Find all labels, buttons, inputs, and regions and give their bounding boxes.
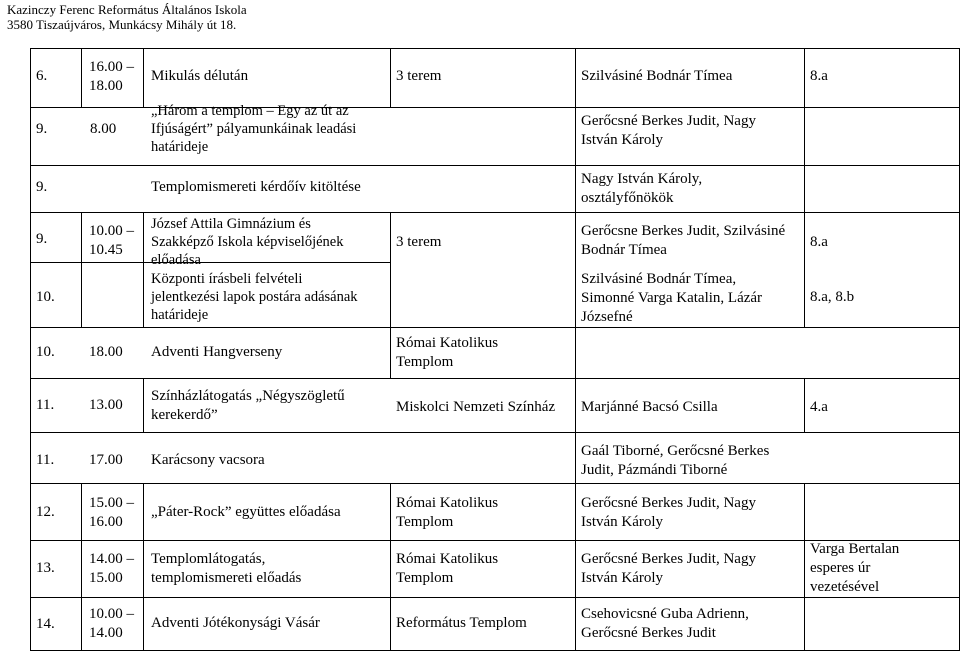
day-text: 9. bbox=[36, 179, 48, 195]
table-rule bbox=[390, 48, 391, 107]
cell-event bbox=[151, 215, 343, 269]
table-rule bbox=[575, 48, 576, 107]
table-rule bbox=[575, 107, 576, 212]
event-text: előadása bbox=[151, 252, 201, 268]
cell-day bbox=[36, 503, 55, 522]
resp-text: osztályfőnökök bbox=[581, 190, 674, 206]
cell-resp bbox=[581, 442, 769, 480]
table-rule bbox=[81, 483, 82, 650]
table-rule bbox=[390, 483, 391, 650]
event-text: „Három a templom – Egy az út az bbox=[151, 103, 349, 119]
resp-text: Nagy István Károly, bbox=[581, 171, 703, 187]
day-text: 14. bbox=[36, 616, 55, 632]
event-text: kerekerdő” bbox=[151, 407, 218, 423]
event-text: Központi írásbeli felvételi bbox=[151, 271, 303, 287]
cell-day bbox=[36, 288, 55, 307]
cell-resp bbox=[581, 550, 756, 588]
class-text: 8.a bbox=[810, 234, 828, 250]
class-text: 8.a bbox=[810, 68, 828, 84]
table-rule bbox=[575, 378, 576, 432]
time-text: 16.00 – bbox=[89, 59, 134, 75]
table-rule bbox=[30, 483, 960, 484]
cell-day bbox=[36, 67, 47, 86]
resp-text: Gerőcsné Berkes Judit bbox=[581, 625, 716, 641]
cell-time bbox=[89, 550, 134, 588]
table-rule bbox=[575, 432, 576, 483]
cell-place bbox=[396, 494, 498, 532]
time-text: 14.00 bbox=[89, 625, 123, 641]
cell-time bbox=[89, 222, 134, 260]
table-rule bbox=[575, 327, 576, 378]
cell-event bbox=[151, 343, 282, 362]
cell-resp bbox=[581, 494, 756, 532]
cell-class bbox=[810, 288, 854, 307]
event-text: határideje bbox=[151, 139, 209, 155]
table-rule bbox=[30, 327, 960, 328]
cell-day bbox=[36, 615, 55, 634]
cell-event bbox=[151, 102, 356, 156]
resp-text: Bodnár Tímea bbox=[581, 242, 667, 258]
time-text: 10.45 bbox=[89, 242, 123, 258]
cell-day bbox=[36, 451, 54, 470]
place-text: Református Templom bbox=[396, 615, 527, 631]
cell-time bbox=[89, 343, 123, 362]
time-text: 8.00 bbox=[90, 121, 117, 137]
cell-class bbox=[810, 67, 828, 86]
table-rule bbox=[804, 378, 805, 432]
time-text: 14.00 – bbox=[89, 551, 134, 567]
table-rule bbox=[804, 483, 805, 650]
table-rule bbox=[390, 327, 391, 378]
event-text: templomismereti előadás bbox=[151, 570, 302, 586]
cell-event bbox=[151, 178, 361, 197]
cell-time bbox=[89, 494, 134, 532]
table-rule bbox=[30, 165, 960, 166]
resp-text: Gaál Tiborné, Gerőcsné Berkes bbox=[581, 443, 770, 459]
resp-text: Csehovicsné Guba Adrienn, bbox=[581, 606, 749, 622]
cell-place bbox=[396, 398, 555, 417]
cell-class bbox=[810, 540, 899, 597]
cell-resp bbox=[581, 605, 749, 643]
time-text: 10.00 – bbox=[89, 223, 134, 239]
cell-resp bbox=[581, 270, 762, 327]
resp-text: Gerőcsne Berkes Judit, Szilvásiné bbox=[581, 223, 786, 239]
event-text: határideje bbox=[151, 307, 209, 323]
resp-text: István Károly bbox=[581, 570, 664, 586]
cell-time bbox=[89, 396, 123, 415]
time-text: 10.00 – bbox=[89, 606, 134, 622]
day-text: 10. bbox=[36, 344, 55, 360]
table-rule bbox=[30, 378, 960, 379]
event-text: Adventi Hangverseny bbox=[151, 344, 283, 360]
event-text: „Páter-Rock” együttes előadása bbox=[151, 504, 341, 520]
cell-resp bbox=[581, 222, 785, 260]
table-rule bbox=[30, 432, 960, 433]
class-text: 4.a bbox=[810, 399, 828, 415]
cell-event bbox=[151, 270, 358, 324]
table-rule bbox=[143, 483, 144, 650]
table-rule bbox=[30, 212, 960, 213]
school-address: 3580 Tiszaújváros, Munkácsy Mihály út 18. bbox=[7, 17, 237, 32]
resp-text: Szilvásiné Bodnár Tímea bbox=[581, 68, 733, 84]
resp-text: Judit, Pázmándi Tiborné bbox=[581, 462, 728, 478]
event-text: Színházlátogatás „Négyszögletű bbox=[151, 388, 345, 404]
school-name: Kazinczy Ferenc Református Általános Iskola bbox=[7, 2, 247, 17]
place-text: 3 terem bbox=[396, 68, 442, 84]
table-rule bbox=[30, 597, 960, 598]
table-rule bbox=[143, 212, 144, 327]
event-text: Mikulás délután bbox=[151, 68, 249, 84]
event-text: Ifjúságért” pályamunkáinak leadási bbox=[151, 121, 357, 137]
cell-event bbox=[151, 67, 248, 86]
table-rule bbox=[30, 48, 31, 650]
resp-text: Józsefné bbox=[581, 309, 633, 325]
cell-class bbox=[810, 233, 828, 252]
resp-text: Gerőcsné Berkes Judit, Nagy bbox=[581, 495, 756, 511]
place-text: Római Katolikus bbox=[396, 335, 499, 351]
time-text: 17.00 bbox=[89, 452, 123, 468]
table-rule bbox=[390, 212, 391, 327]
cell-event bbox=[151, 550, 301, 588]
cell-day bbox=[36, 120, 47, 139]
event-text: József Attila Gimnázium és bbox=[151, 216, 311, 232]
place-text: Miskolci Nemzeti Színház bbox=[396, 399, 556, 415]
event-text: Karácsony vacsora bbox=[151, 452, 265, 468]
table-rule bbox=[30, 48, 960, 49]
class-text: Varga Bertalan bbox=[810, 541, 900, 557]
cell-resp bbox=[581, 67, 732, 86]
time-text: 16.00 bbox=[89, 514, 123, 530]
cell-day bbox=[36, 178, 47, 197]
table-rule bbox=[575, 483, 576, 650]
cell-resp bbox=[581, 170, 702, 208]
table-rule bbox=[804, 48, 805, 107]
event-text: Templomlátogatás, bbox=[151, 551, 266, 567]
day-text: 9. bbox=[36, 231, 48, 247]
cell-day bbox=[36, 343, 55, 362]
resp-text: Szilvásiné Bodnár Tímea, bbox=[581, 271, 737, 287]
cell-day bbox=[36, 559, 55, 578]
table-rule bbox=[804, 212, 805, 327]
resp-text: Marjánné Bacsó Csilla bbox=[581, 399, 718, 415]
table-rule bbox=[30, 650, 960, 651]
cell-event bbox=[151, 503, 341, 522]
event-text: Adventi Jótékonysági Vásár bbox=[151, 615, 320, 631]
event-text: Templomismereti kérdőív kitöltése bbox=[151, 179, 361, 195]
cell-day bbox=[36, 230, 47, 249]
table-rule bbox=[575, 212, 576, 327]
cell-class bbox=[810, 398, 828, 417]
school-header bbox=[7, 2, 247, 32]
event-text: jelentkezési lapok postára adásának bbox=[151, 289, 358, 305]
day-text: 9. bbox=[36, 121, 48, 137]
cell-place bbox=[396, 550, 498, 588]
resp-text: Simonné Varga Katalin, Lázár bbox=[581, 290, 763, 306]
time-text: 15.00 – bbox=[89, 495, 134, 511]
time-text: 18.00 bbox=[89, 344, 123, 360]
resp-text: Gerőcsné Berkes Judit, Nagy bbox=[581, 551, 756, 567]
day-text: 6. bbox=[36, 68, 48, 84]
place-text: Templom bbox=[396, 570, 454, 586]
table-rule bbox=[143, 378, 144, 432]
table-rule bbox=[804, 107, 805, 212]
day-text: 12. bbox=[36, 504, 55, 520]
day-text: 11. bbox=[36, 452, 55, 468]
day-text: 10. bbox=[36, 289, 55, 305]
cell-resp bbox=[581, 398, 718, 417]
cell-place bbox=[396, 334, 498, 372]
cell-time bbox=[89, 451, 123, 470]
resp-text: Gerőcsné Berkes Judit, Nagy bbox=[581, 113, 756, 129]
table-rule bbox=[143, 48, 144, 107]
resp-text: István Károly bbox=[581, 514, 664, 530]
cell-place bbox=[396, 614, 527, 633]
day-text: 11. bbox=[36, 397, 55, 413]
event-text: Szakképző Iskola képviselőjének bbox=[151, 234, 344, 250]
place-text: 3 terem bbox=[396, 234, 442, 250]
cell-place bbox=[396, 233, 441, 252]
table-rule bbox=[81, 212, 82, 327]
cell-time bbox=[89, 605, 134, 643]
place-text: Templom bbox=[396, 514, 454, 530]
time-text: 15.00 bbox=[89, 570, 123, 586]
place-text: Római Katolikus bbox=[396, 551, 499, 567]
cell-event bbox=[151, 387, 345, 425]
resp-text: István Károly bbox=[581, 132, 664, 148]
table-rule bbox=[81, 48, 82, 107]
cell-resp bbox=[581, 112, 756, 150]
cell-day bbox=[36, 396, 54, 415]
place-text: Templom bbox=[396, 354, 454, 370]
cell-place bbox=[396, 67, 441, 86]
place-text: Római Katolikus bbox=[396, 495, 499, 511]
class-text: vezetésével bbox=[810, 579, 880, 595]
time-text: 18.00 bbox=[89, 78, 123, 94]
time-text: 13.00 bbox=[89, 397, 123, 413]
class-text: 8.a, 8.b bbox=[810, 289, 855, 305]
cell-event bbox=[151, 614, 320, 633]
class-text: esperes úr bbox=[810, 560, 871, 576]
cell-event bbox=[151, 451, 265, 470]
day-text: 13. bbox=[36, 560, 55, 576]
cell-time bbox=[90, 120, 116, 139]
cell-time bbox=[89, 58, 134, 96]
